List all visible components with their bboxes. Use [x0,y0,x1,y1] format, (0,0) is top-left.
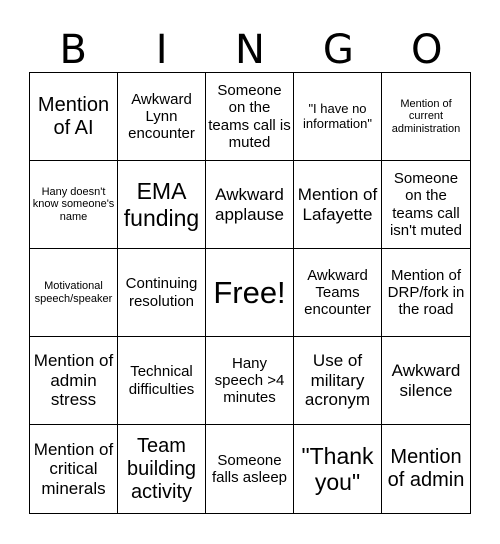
cell-label: Mention of AI [37,93,110,139]
cell-label: Awkward silence [391,360,461,400]
bingo-cell[interactable] [294,425,382,513]
cell-label: Someone on the teams call isn't muted [389,170,463,239]
cell-label: Motivational speech/speaker [34,279,113,305]
bingo-cell[interactable] [30,249,118,337]
bingo-cell[interactable] [294,249,382,337]
cell-label: Mention of Lafayette [297,184,378,224]
cell-label: Free! [213,274,286,310]
bingo-cell[interactable] [382,249,470,337]
cell-label: Someone falls asleep [211,451,288,486]
header-letter-n: N [235,27,265,73]
cell-label: Awkward applause [214,184,284,224]
cell-label: Awkward Lynn encounter [128,90,195,143]
bingo-card [29,72,471,514]
bingo-cell-free[interactable] [206,249,294,337]
cell-label: Hany speech >4 minutes [214,354,285,407]
header-letter-b: B [59,27,87,73]
bingo-cell[interactable] [30,425,118,513]
header-letter-o: O [411,27,443,73]
bingo-header [29,26,471,72]
cell-label: Technical difficulties [128,363,195,398]
bingo-cell[interactable] [294,73,382,161]
bingo-cell[interactable] [382,161,470,249]
cell-label: Hany doesn't know someone's name [32,185,115,223]
cell-label: "Thank you" [301,442,374,495]
header-letter-g: G [322,27,354,73]
cell-label: EMA funding [123,178,200,231]
bingo-cell[interactable] [118,249,206,337]
cell-label: Mention of critical minerals [33,439,114,498]
cell-label: Use of military acronym [304,351,371,410]
cell-label: Continuing resolution [125,275,198,310]
bingo-cell[interactable] [206,337,294,425]
bingo-cell[interactable] [206,425,294,513]
bingo-cell[interactable] [206,161,294,249]
cell-label: Mention of admin [387,446,465,491]
bingo-cell[interactable] [30,73,118,161]
bingo-cell[interactable] [118,161,206,249]
bingo-cell[interactable] [382,73,470,161]
bingo-cell[interactable] [294,337,382,425]
cell-label: Mention of admin stress [33,351,114,410]
header-letter-i: I [155,27,168,73]
cell-label: Mention of current administration [391,97,461,135]
cell-label: Mention of DRP/fork in the road [387,266,465,319]
cell-label: Someone on the teams call is muted [208,82,291,151]
bingo-cell[interactable] [30,337,118,425]
bingo-cell[interactable] [118,73,206,161]
cell-label: "I have no information" [303,100,372,131]
cell-label: Team building activity [127,434,196,503]
bingo-cell[interactable] [118,337,206,425]
bingo-cell[interactable] [30,161,118,249]
bingo-cell[interactable] [382,337,470,425]
cell-label: Awkward Teams encounter [304,266,371,319]
bingo-cell[interactable] [206,73,294,161]
bingo-cell[interactable] [294,161,382,249]
bingo-cell[interactable] [118,425,206,513]
bingo-cell[interactable] [382,425,470,513]
